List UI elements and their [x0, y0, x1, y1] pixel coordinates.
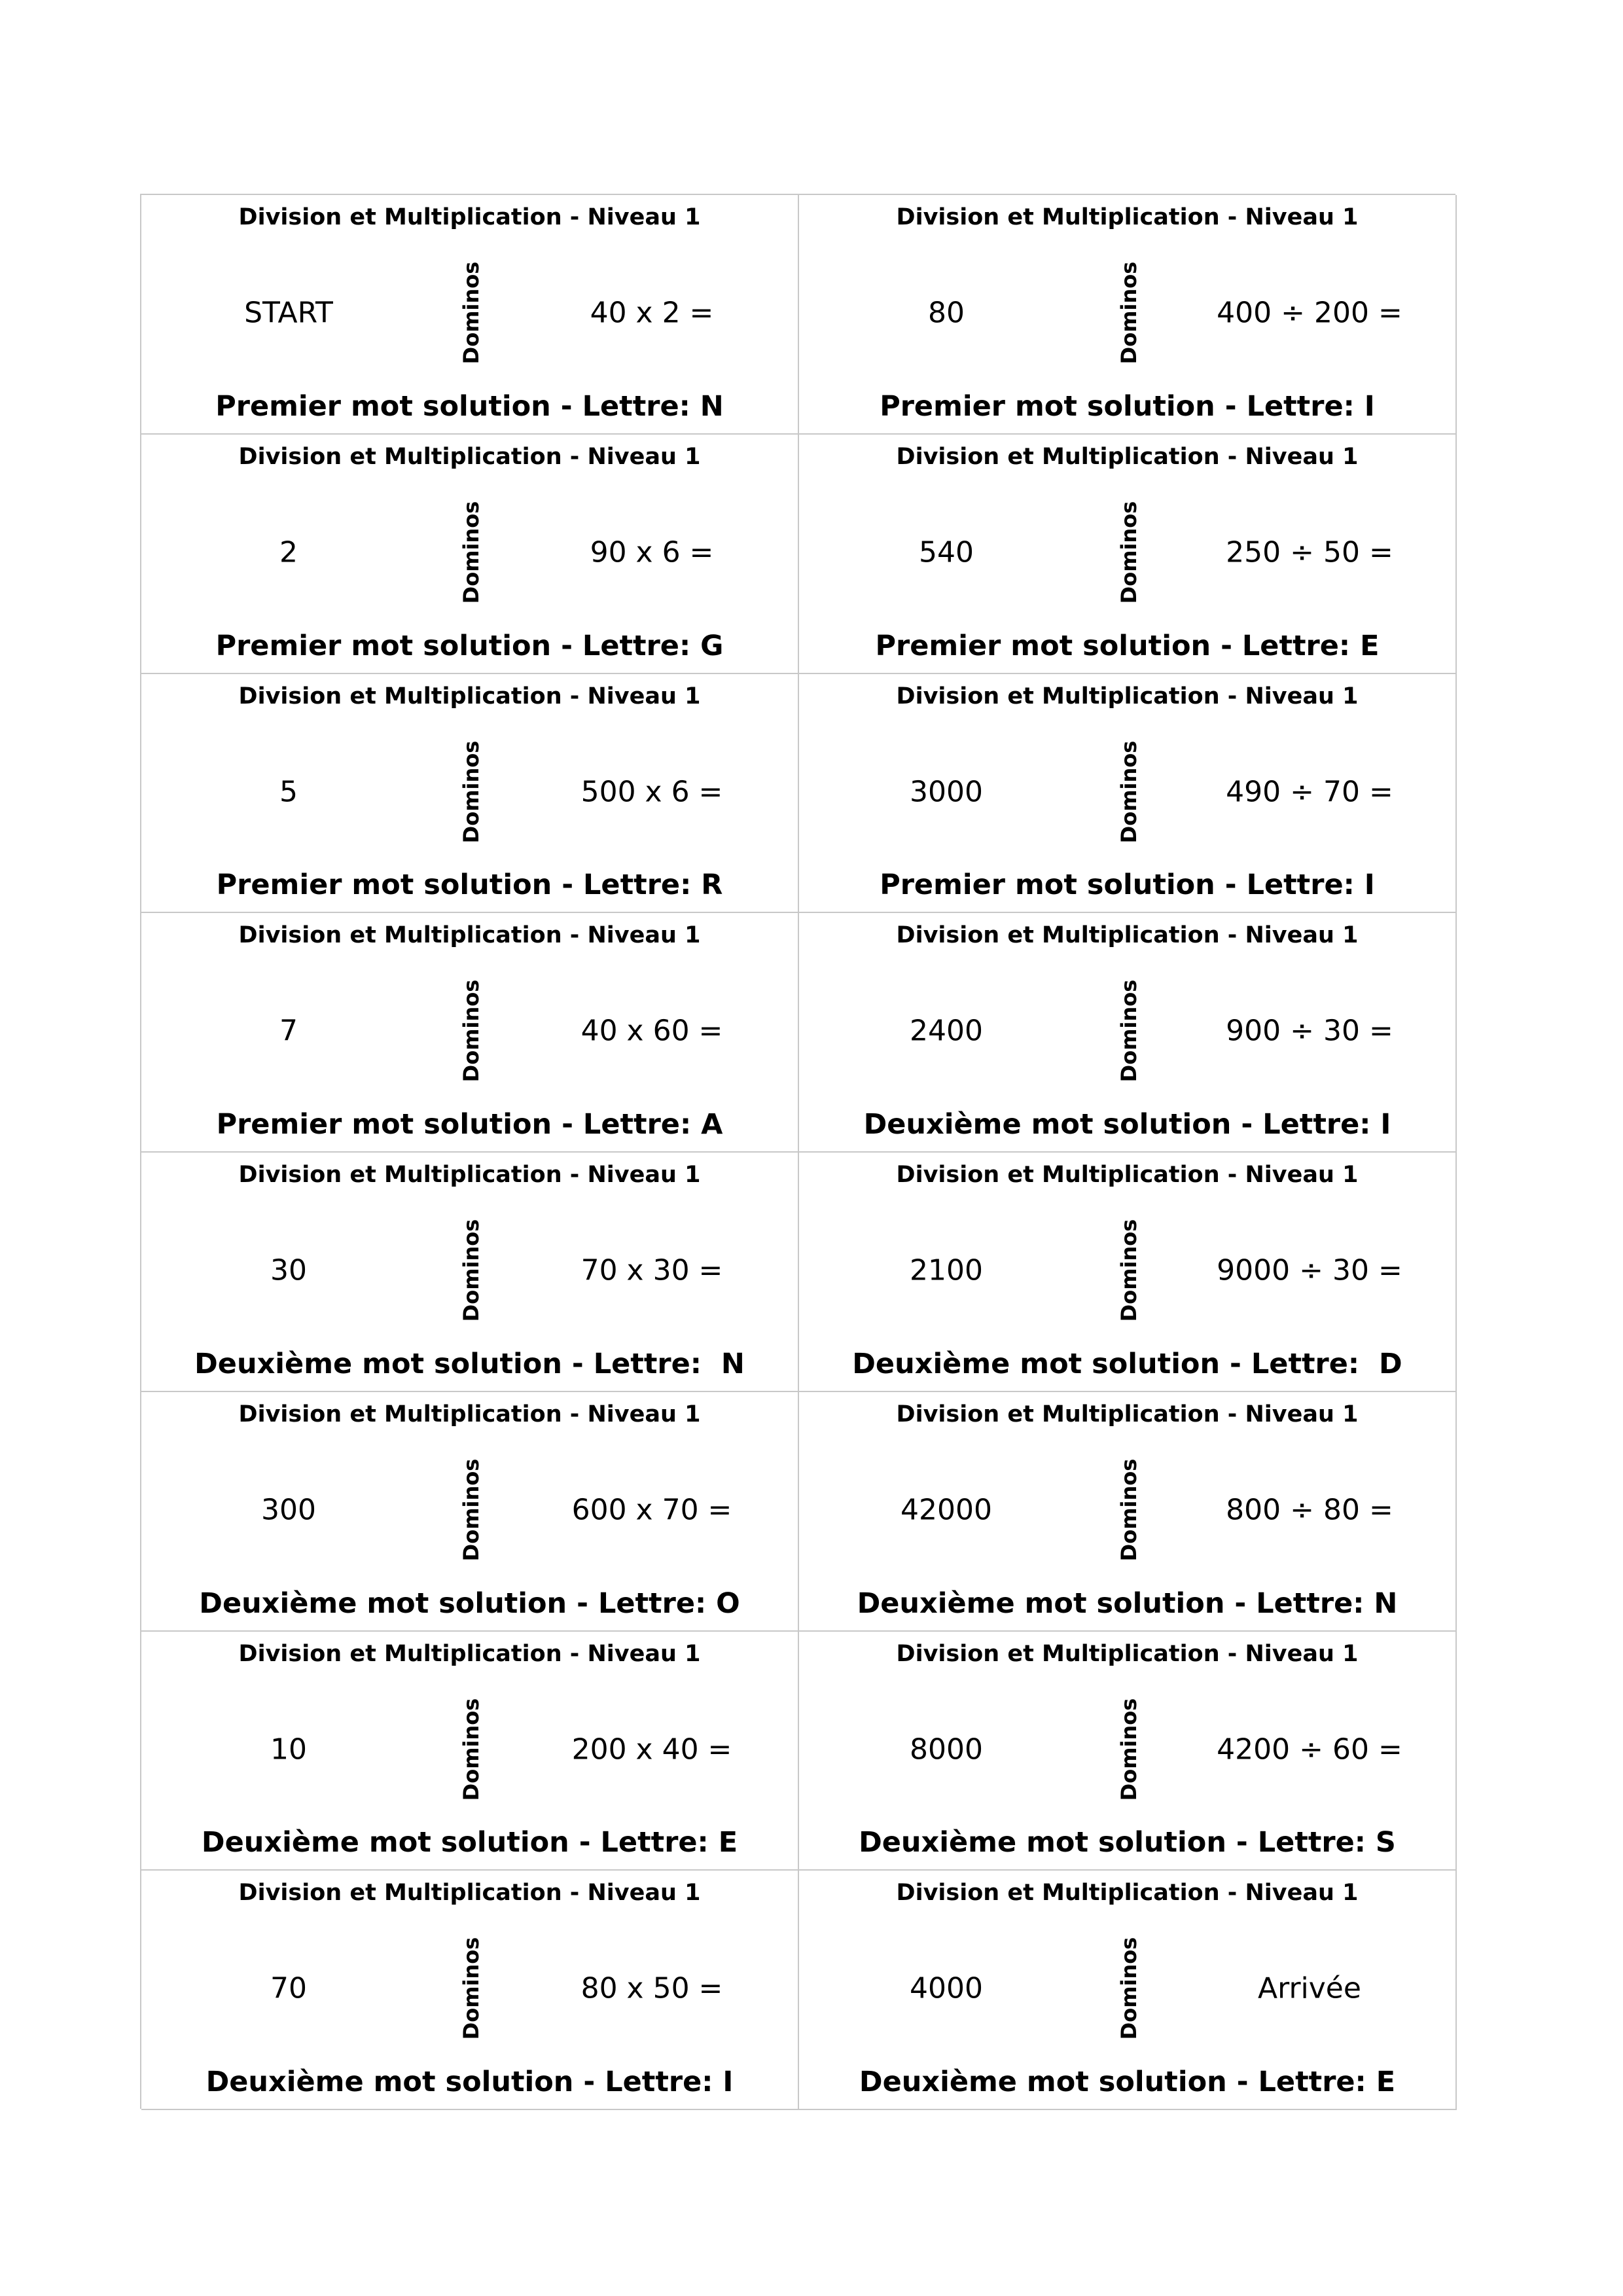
card-right-value: 4200 ÷ 60 = — [1217, 1732, 1402, 1766]
domino-card — [141, 1871, 799, 2110]
card-right-value: 40 x 2 = — [590, 296, 714, 330]
card-header: Division et Multiplication - Niveau 1 — [896, 443, 1359, 470]
card-left-value: 540 — [919, 535, 974, 569]
card-header: Division et Multiplication - Niveau 1 — [238, 683, 701, 709]
card-middle-label: Dominos — [459, 740, 484, 843]
card-left-value: 70 — [270, 1971, 307, 2005]
card-footer: Premier mot solution - Lettre: I — [880, 869, 1375, 902]
domino-card — [141, 1392, 799, 1632]
card-header: Division et Multiplication - Niveau 1 — [896, 204, 1359, 230]
domino-card — [799, 1153, 1457, 1392]
card-middle-label: Dominos — [459, 979, 484, 1083]
card-left-value: 2400 — [910, 1014, 983, 1048]
card-header: Division et Multiplication - Niveau 1 — [238, 1162, 701, 1188]
card-right-value: 200 x 40 = — [571, 1732, 732, 1766]
card-right-value: 90 x 6 = — [590, 535, 714, 569]
card-middle-label: Dominos — [459, 1698, 484, 1801]
card-left-value: 80 — [928, 296, 965, 330]
card-middle-label: Dominos — [459, 501, 484, 604]
card-footer: Premier mot solution - Lettre: E — [875, 629, 1380, 662]
card-middle-label: Dominos — [459, 261, 484, 365]
domino-card — [141, 1153, 799, 1392]
card-footer: Premier mot solution - Lettre: I — [880, 389, 1375, 423]
card-header: Division et Multiplication - Niveau 1 — [896, 1162, 1359, 1188]
card-left-value: 3000 — [910, 775, 983, 808]
card-left-value: 4000 — [910, 1971, 983, 2005]
card-footer: Deuxième mot solution - Lettre: I — [205, 2066, 734, 2098]
domino-card — [141, 195, 799, 435]
card-footer: Premier mot solution - Lettre: N — [215, 389, 724, 423]
card-middle-label: Dominos — [459, 1219, 484, 1322]
domino-card — [141, 674, 799, 914]
domino-card — [799, 1632, 1457, 1871]
card-footer: Deuxième mot solution - Lettre: N — [194, 1347, 745, 1380]
card-right-value: 490 ÷ 70 = — [1226, 775, 1393, 808]
card-right-value: 800 ÷ 80 = — [1226, 1493, 1393, 1527]
card-right-value: Arrivée — [1258, 1971, 1361, 2005]
card-right-value: 400 ÷ 200 = — [1217, 296, 1402, 330]
card-right-value: 900 ÷ 30 = — [1226, 1014, 1393, 1048]
domino-card — [141, 1632, 799, 1871]
card-header: Division et Multiplication - Niveau 1 — [238, 922, 701, 949]
domino-card — [799, 435, 1457, 674]
card-header: Division et Multiplication - Niveau 1 — [896, 1401, 1359, 1427]
card-header: Division et Multiplication - Niveau 1 — [238, 443, 701, 470]
card-middle-label: Dominos — [459, 1937, 484, 2040]
card-footer: Deuxième mot solution - Lettre: E — [859, 2066, 1396, 2098]
card-header: Division et Multiplication - Niveau 1 — [238, 1640, 701, 1667]
card-middle-label: Dominos — [1116, 1698, 1141, 1801]
card-left-value: 2 — [279, 535, 298, 569]
card-middle-label: Dominos — [1116, 1219, 1141, 1322]
card-header: Division et Multiplication - Niveau 1 — [896, 922, 1359, 949]
card-middle-label: Dominos — [1116, 1458, 1141, 1562]
card-left-value: 300 — [261, 1493, 316, 1527]
card-header: Division et Multiplication - Niveau 1 — [896, 683, 1359, 709]
card-header: Division et Multiplication - Niveau 1 — [238, 1401, 701, 1427]
domino-card — [799, 913, 1457, 1153]
card-footer: Deuxième mot solution - Lettre: D — [852, 1347, 1402, 1380]
card-footer: Premier mot solution - Lettre: A — [216, 1108, 723, 1141]
card-right-value: 40 x 60 = — [580, 1014, 723, 1048]
card-footer: Deuxième mot solution - Lettre: N — [857, 1587, 1398, 1620]
card-footer: Premier mot solution - Lettre: R — [216, 869, 723, 902]
card-footer: Deuxième mot solution - Lettre: I — [863, 1108, 1391, 1141]
card-header: Division et Multiplication - Niveau 1 — [896, 1640, 1359, 1667]
card-header: Division et Multiplication - Niveau 1 — [896, 1880, 1359, 1907]
card-middle-label: Dominos — [1116, 979, 1141, 1083]
card-left-value: 2100 — [910, 1253, 983, 1287]
card-right-value: 9000 ÷ 30 = — [1217, 1253, 1402, 1287]
domino-card — [799, 1871, 1457, 2110]
card-left-value: 8000 — [910, 1732, 983, 1766]
card-middle-label: Dominos — [1116, 1937, 1141, 2040]
card-header: Division et Multiplication - Niveau 1 — [238, 204, 701, 230]
card-left-value: 5 — [279, 775, 298, 808]
domino-card — [799, 674, 1457, 914]
card-left-value: START — [244, 296, 333, 330]
domino-card — [799, 195, 1457, 435]
card-middle-label: Dominos — [459, 1458, 484, 1562]
card-right-value: 250 ÷ 50 = — [1226, 535, 1393, 569]
card-middle-label: Dominos — [1116, 501, 1141, 604]
card-left-value: 10 — [270, 1732, 307, 1766]
card-right-value: 500 x 6 = — [580, 775, 723, 808]
card-footer: Premier mot solution - Lettre: G — [215, 629, 724, 662]
card-middle-label: Dominos — [1116, 261, 1141, 365]
card-right-value: 600 x 70 = — [571, 1493, 732, 1527]
card-right-value: 70 x 30 = — [580, 1253, 723, 1287]
card-header: Division et Multiplication - Niveau 1 — [238, 1880, 701, 1907]
card-right-value: 80 x 50 = — [580, 1971, 723, 2005]
card-middle-label: Dominos — [1116, 740, 1141, 843]
card-footer: Deuxième mot solution - Lettre: E — [201, 1826, 738, 1859]
card-footer: Deuxième mot solution - Lettre: S — [859, 1826, 1396, 1859]
card-left-value: 42000 — [901, 1493, 992, 1527]
card-footer: Deuxième mot solution - Lettre: O — [199, 1587, 740, 1620]
card-left-value: 30 — [270, 1253, 307, 1287]
domino-card — [799, 1392, 1457, 1632]
card-left-value: 7 — [279, 1014, 298, 1048]
domino-card-grid — [140, 194, 1455, 2109]
domino-card — [141, 913, 799, 1153]
domino-card — [141, 435, 799, 674]
